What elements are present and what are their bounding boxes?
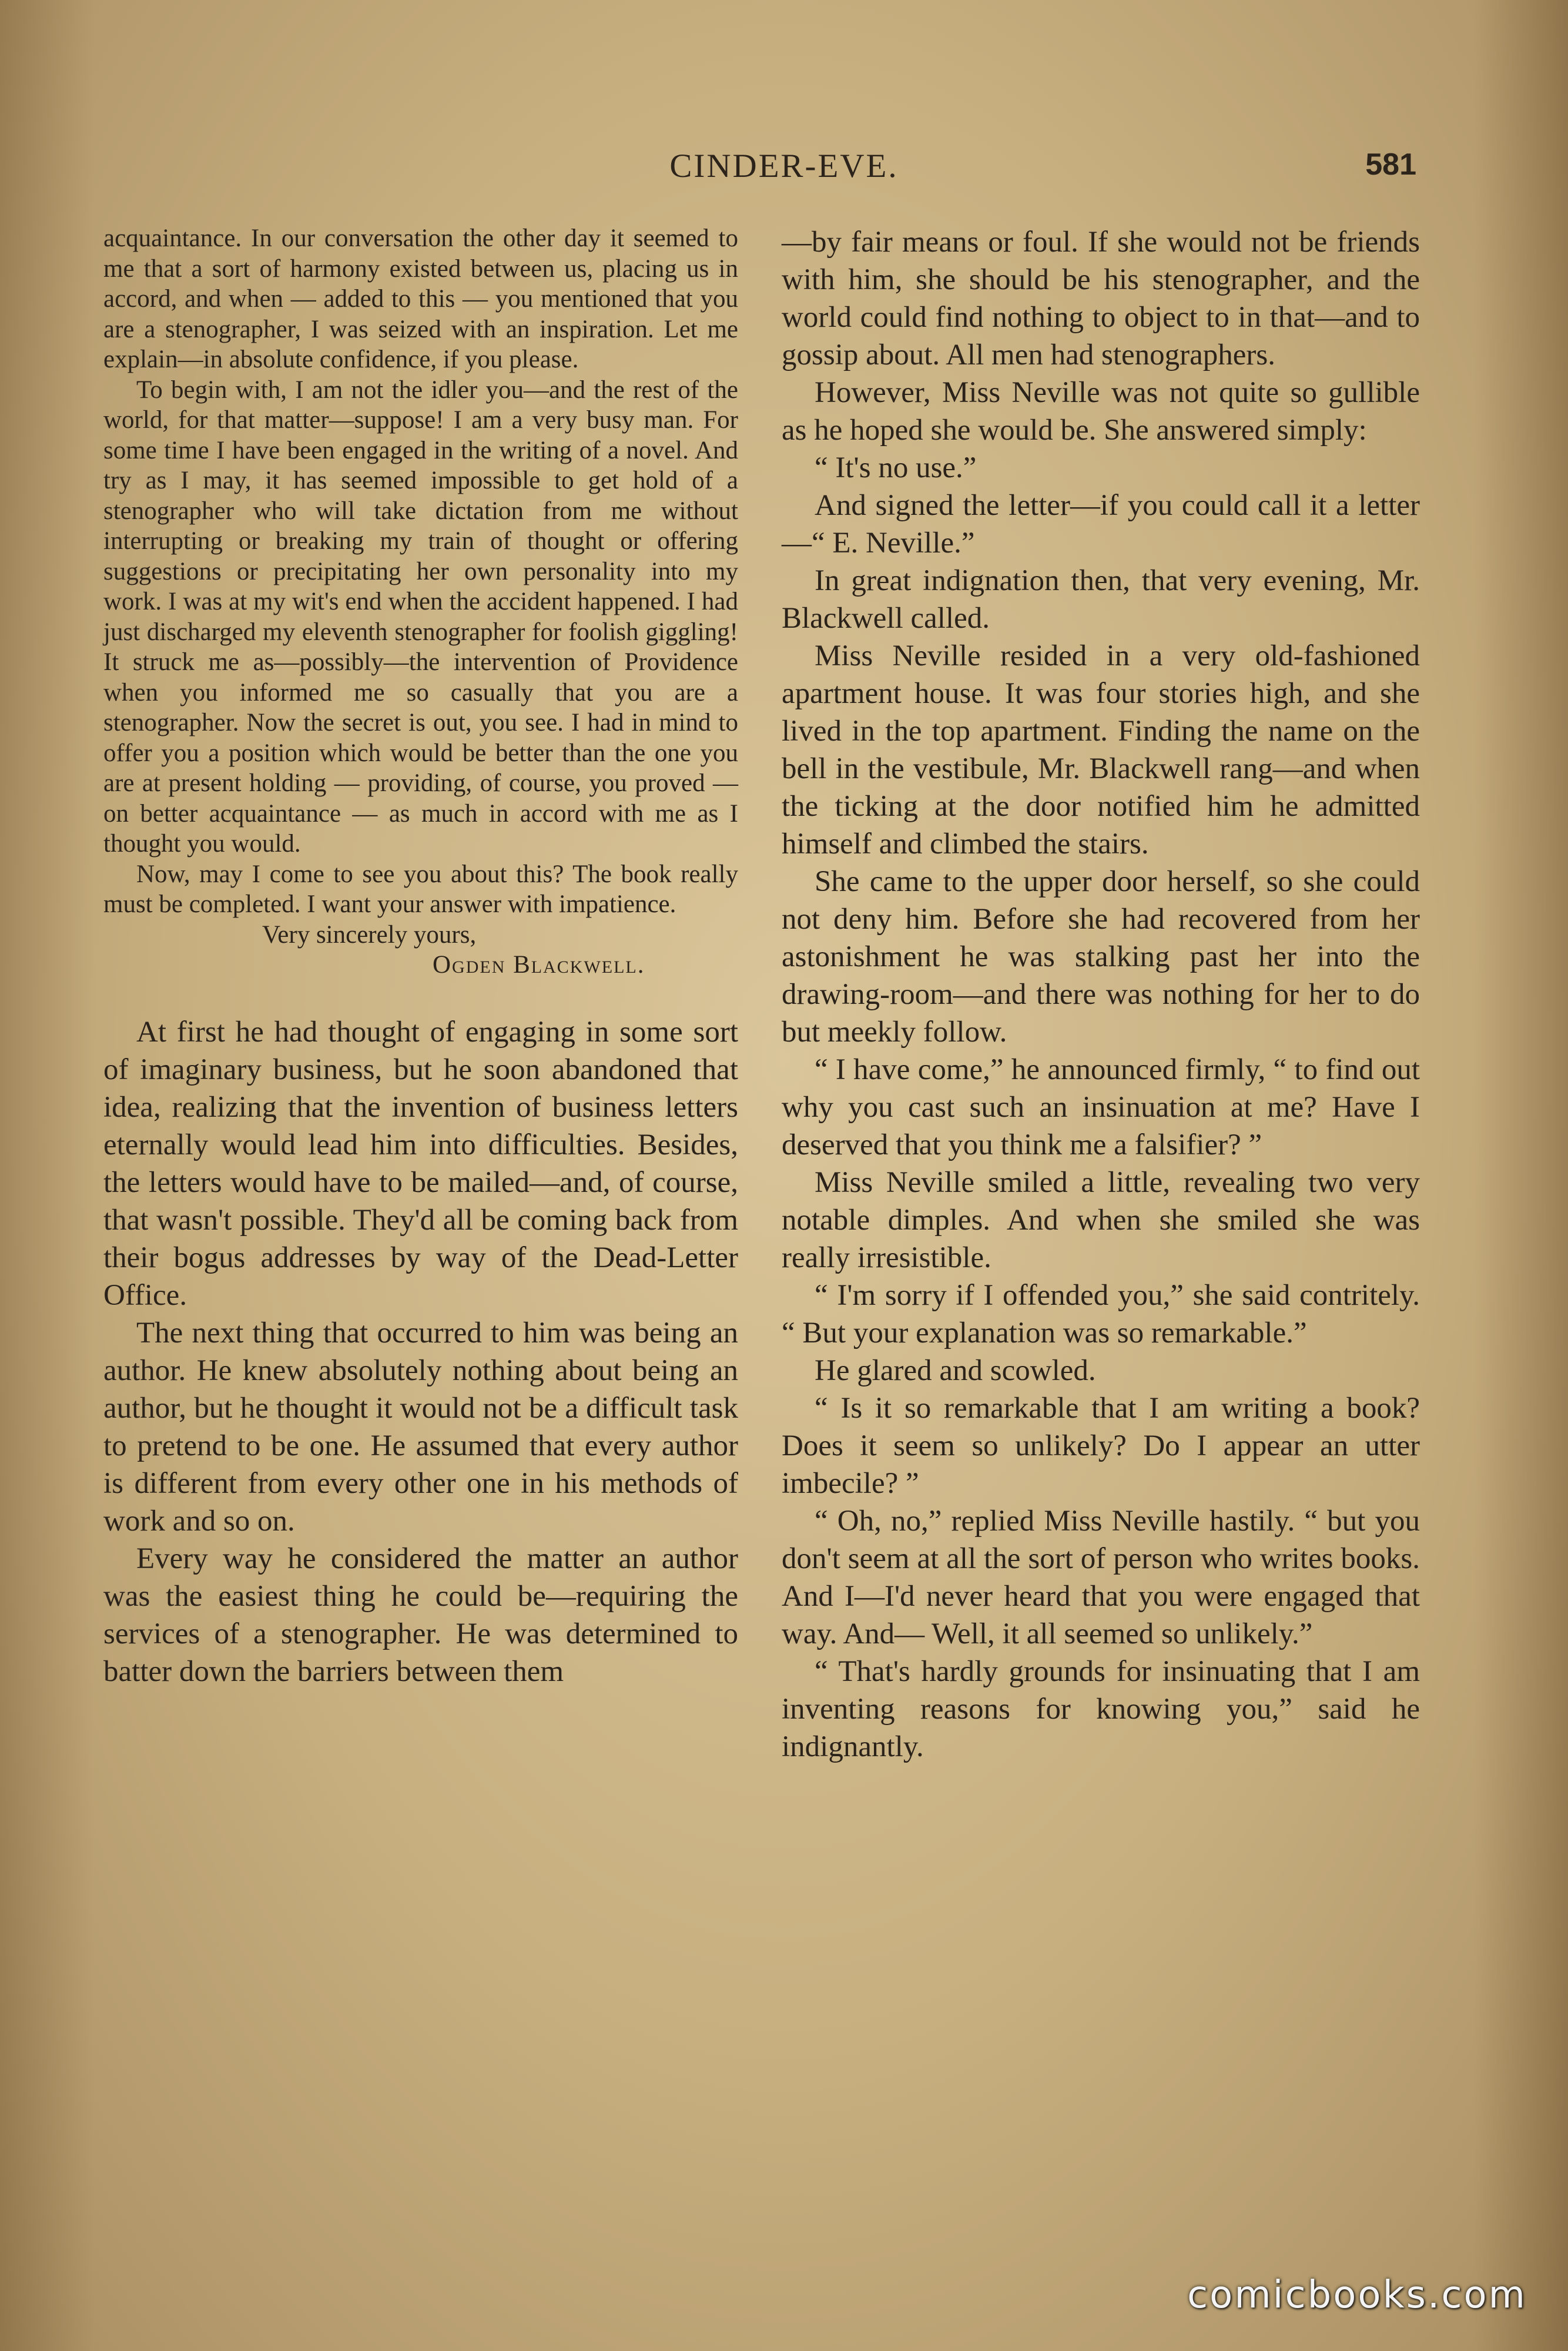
story-paragraph: Every way he considered the matter an author was the easiest thing he could be—requiring the services of a stenographer. He was determined to batter down the barriers between them xyxy=(103,1542,738,1688)
story-paragraph: “ I'm sorry if I offended you,” she said contritely. “ But your explanation was so remarkable.” xyxy=(782,1279,1420,1349)
story-paragraph: Miss Neville resided in a very old-fashioned apartment house. It was four stories high, and she lived in the top apartment. Finding the name on the bell in the vestibule, Mr. Blackwell rang—and when the ticking at the door notified him he admitted himself and climbed the stairs. xyxy=(782,639,1420,860)
story-paragraph: “ Oh, no,” replied Miss Neville hastily. “ but you don't seem at all the sort of person who writes books. And I—I'd never heard that you were engaged that way. And— Well, it all seemed so unlikely.” xyxy=(782,1505,1420,1650)
story-paragraph: In great indignation then, that very evening, Mr. Blackwell called. xyxy=(782,564,1420,635)
story-paragraph: “ It's no use.” xyxy=(815,451,977,484)
site-watermark: comicbooks.com xyxy=(1187,2273,1527,2317)
section-gap xyxy=(103,980,738,1013)
story-paragraph: At first he had thought of engaging in some sort of imaginary business, but he soon abandoned that idea, realizing that the invention of business letters eternally would lead him into difficulties. Besides, the letters would have to be mailed—and, of course, that wasn't possible. They'd all be coming back from their bogus addresses by way of the Dead-Letter Office. xyxy=(103,1015,738,1312)
story-paragraph: “ I have come,” he announced firmly, “ to find out why you cast such an insinuation at me? Have I deserved that you think me a falsifier? ” xyxy=(782,1053,1420,1161)
letter-paragraph: acquaintance. In our conversation the other day it seemed to me that a sort of harmony existed between us, placing us in accord, and when — added to this — you mentioned that you are a stenographer, I was seized with an inspiration. Let me explain—in absolute confidence, if you please. xyxy=(103,225,738,373)
letter-closing: Very sincerely yours, xyxy=(262,920,477,949)
left-column xyxy=(103,223,738,1690)
story-paragraph: —by fair means or foul. If she would not be friends with him, she should be his stenographer, and the world could find nothing to object to in that—and to gossip about. All men had stenographers. xyxy=(782,226,1420,371)
page-header xyxy=(0,147,1568,200)
story-paragraph: And signed the letter—if you could call it a letter—“ E. Neville.” xyxy=(782,489,1420,560)
story-paragraph: Miss Neville smiled a little, revealing two very notable dimples. And when she smiled she was really irresistible. xyxy=(782,1166,1420,1274)
letter-paragraph: To begin with, I am not the idler you—and the rest of the world, for that matter—suppose! I am a very busy man. For some time I have been engaged in the writing of a novel. And try as I may, it has seemed impossible to get hold of a stenographer who will take dictation from me without interrupting or breaking my train of thought or offering suggestions or precipitating her own personality into my work. I was at my wit's end when the accident happened. I had just discharged my eleventh stenographer for foolish giggling! It struck me as—possibly—the intervention of Providence when you informed me so casually that you are a stenographer. Now the secret is out, you see. I had in mind to offer you a position which would be better than the one you are at present holding — providing, of course, you proved — on better acquaintance — as much in accord with me as I thought you would. xyxy=(103,376,738,858)
story-text-left xyxy=(103,1013,738,1690)
running-title: CINDER-EVE. xyxy=(669,148,899,185)
page-number: 581 xyxy=(1365,148,1416,182)
letter-body xyxy=(103,223,738,920)
letter-paragraph: Now, may I come to see you about this? The book really must be completed. I want your answer with impatience. xyxy=(103,860,738,918)
story-paragraph: However, Miss Neville was not quite so gullible as he hoped she would be. She answered simply: xyxy=(782,376,1420,447)
letter-signoff xyxy=(103,920,738,980)
story-paragraph: She came to the upper door herself, so she could not deny him. Before she had recovered from her astonishment he was stalking past her into the drawing-room—and there was nothing for her to do but meekly follow. xyxy=(782,865,1420,1049)
letter-signature: Ogden Blackwell. xyxy=(433,951,645,979)
story-paragraph: He glared and scowled. xyxy=(815,1354,1096,1387)
story-paragraph: The next thing that occurred to him was being an author. He knew absolutely nothing about being an author, but he thought it would not be a difficult task to pretend to be one. He assumed that every author is different from every other one in his methods of work and so on. xyxy=(103,1316,738,1538)
story-paragraph: “ That's hardly grounds for insinuating that I am inventing reasons for knowing you,” said he indignantly. xyxy=(782,1655,1420,1763)
story-paragraph: “ Is it so remarkable that I am writing a book? Does it seem so unlikely? Do I appear an utter imbecile? ” xyxy=(782,1392,1420,1500)
right-column xyxy=(782,223,1420,1766)
